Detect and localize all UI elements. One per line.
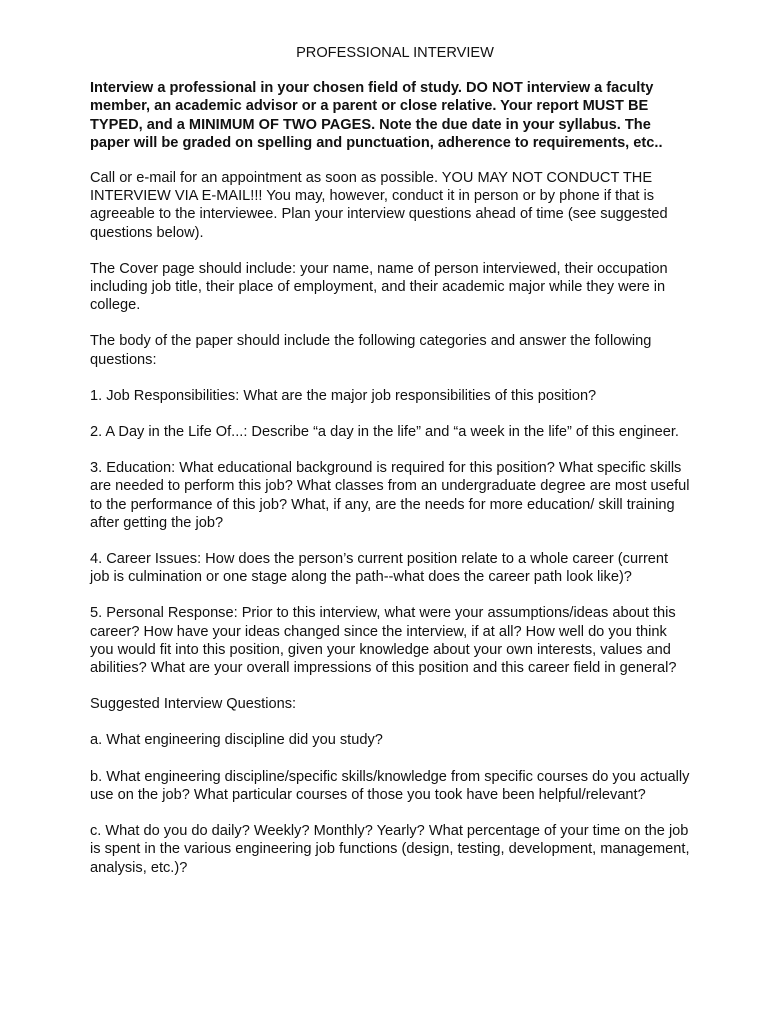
suggested-question-b: b. What engineering discipline/specific skills/knowledge from specific courses do you actually use on the job? What particular courses of those you took have been helpful/relevant? — [90, 768, 690, 803]
appointment-paragraph: Call or e-mail for an appointment as soon as possible. YOU MAY NOT CONDUCT THE INTERVIEW VIA E-MAIL!!! You may, however, conduct it in person or by phone if that is agreeable to the interviewee. Plan your interview questions ahead of time (see suggested questions below). — [90, 170, 668, 241]
category-job-responsibilities: 1. Job Responsibilities: What are the major job responsibilities of this position? — [90, 387, 597, 404]
suggested-question-c: c. What do you do daily? Weekly? Monthly? Yearly? What percentage of your time on the job is spent in the various engineering job functions (design, testing, development, management, analysis, etc.)? — [90, 823, 690, 876]
document-title: PROFESSIONAL INTERVIEW — [296, 45, 494, 61]
category-education: 3. Education: What educational background is required for this position? What specific skills are needed to perform this job? What classes from an undergraduate degree are most useful to the performance of this job? What, if any, are the needs for more education/ skill training after getting the job? — [90, 460, 690, 531]
category-career-issues: 4. Career Issues: How does the person’s current position relate to a whole career (current job is culmination or one stage along the path--what does the career path look like)? — [90, 551, 669, 586]
category-personal-response: 5. Personal Response: Prior to this interview, what were your assumptions/ideas about this career? How have your ideas changed since the interview, if at all? How well do you think you would fit into this position, given your knowledge about your own interests, values and abilities? What are your overall impressions of this position and this career field in general? — [90, 605, 677, 677]
suggested-question-a: a. What engineering discipline did you study? — [90, 732, 383, 749]
document-page — [90, 44, 690, 895]
intro-paragraph: Interview a professional in your chosen field of study. DO NOT interview a faculty member, an academic advisor or a parent or close relative. Your report MUST BE TYPED, and a MINIMUM OF TWO PAGES. Note the due date in your syllabus. The paper will be graded on spelling and punctuation, adherence to requirements, etc.. — [90, 80, 663, 151]
category-day-in-life: 2. A Day in the Life Of...: Describe “a day in the life” and “a week in the life” of this engineer. — [90, 424, 679, 441]
body-intro-paragraph: The body of the paper should include the following categories and answer the following questions: — [90, 333, 652, 368]
suggested-questions-heading: Suggested Interview Questions: — [90, 696, 297, 713]
cover-page-paragraph: The Cover page should include: your name, name of person interviewed, their occupation including job title, their place of employment, and their academic major while they were in college. — [90, 260, 668, 314]
